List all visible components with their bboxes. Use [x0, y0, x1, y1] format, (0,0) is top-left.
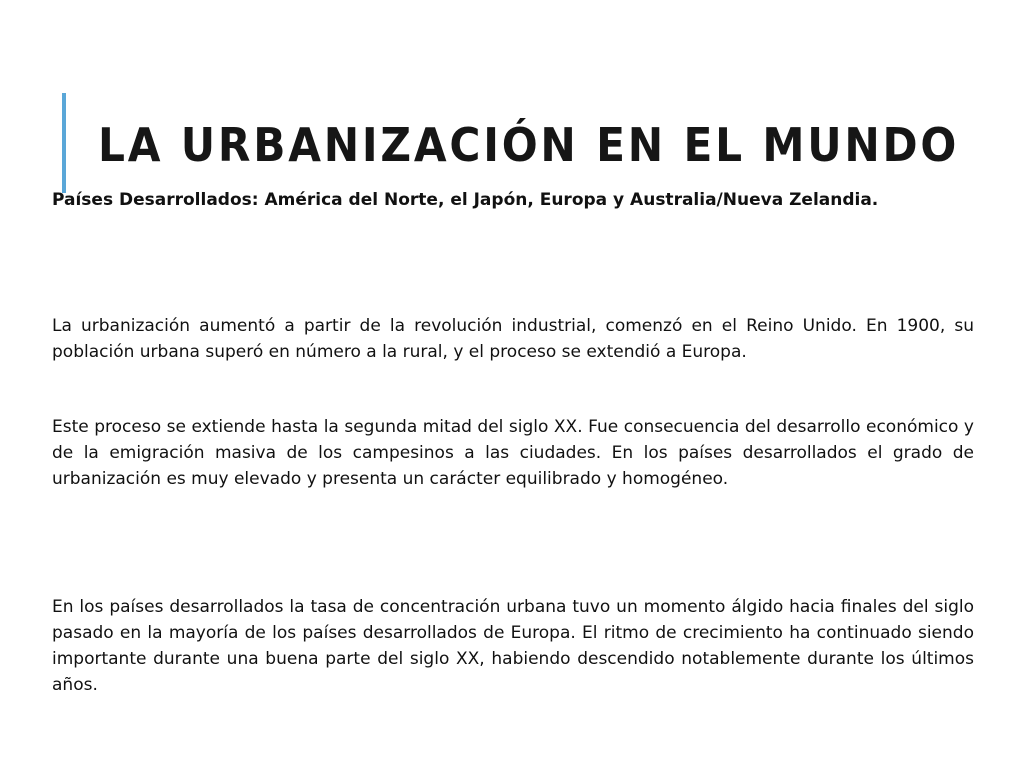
paragraph-industrial-revolution: La urbanización aumentó a partir de la revolución industrial, comenzó en el Reino Unido. En 1900, su población urbana superó en número a la rural, y el proceso se extendió a Europa. — [52, 316, 974, 362]
slide-title: LA URBANIZACIÓN EN EL MUNDO — [98, 118, 960, 172]
paragraph-process-extension: Este proceso se extiende hasta la segunda mitad del siglo XX. Fue consecuencia del desarrollo económico y de la emigración masiva de los campesinos a las ciudades. En los países desarrollados el grado de urbanización es muy elevado y presenta un carácter equilibrado y homogéneo. — [52, 417, 974, 489]
paragraph-urban-concentration: En los países desarrollados la tasa de concentración urbana tuvo un momento álgido hacia finales del siglo pasado en la mayoría de los países desarrollados de Europa. El ritmo de crecimiento ha continuado siendo importante durante una buena parte del siglo XX, habiendo descendido notablemente durante los últimos años. — [52, 597, 974, 695]
paragraph-developed-countries: Países Desarrollados: América del Norte, el Japón, Europa y Australia/Nueva Zelandia. — [52, 190, 879, 210]
title-accent-bar — [62, 93, 66, 193]
